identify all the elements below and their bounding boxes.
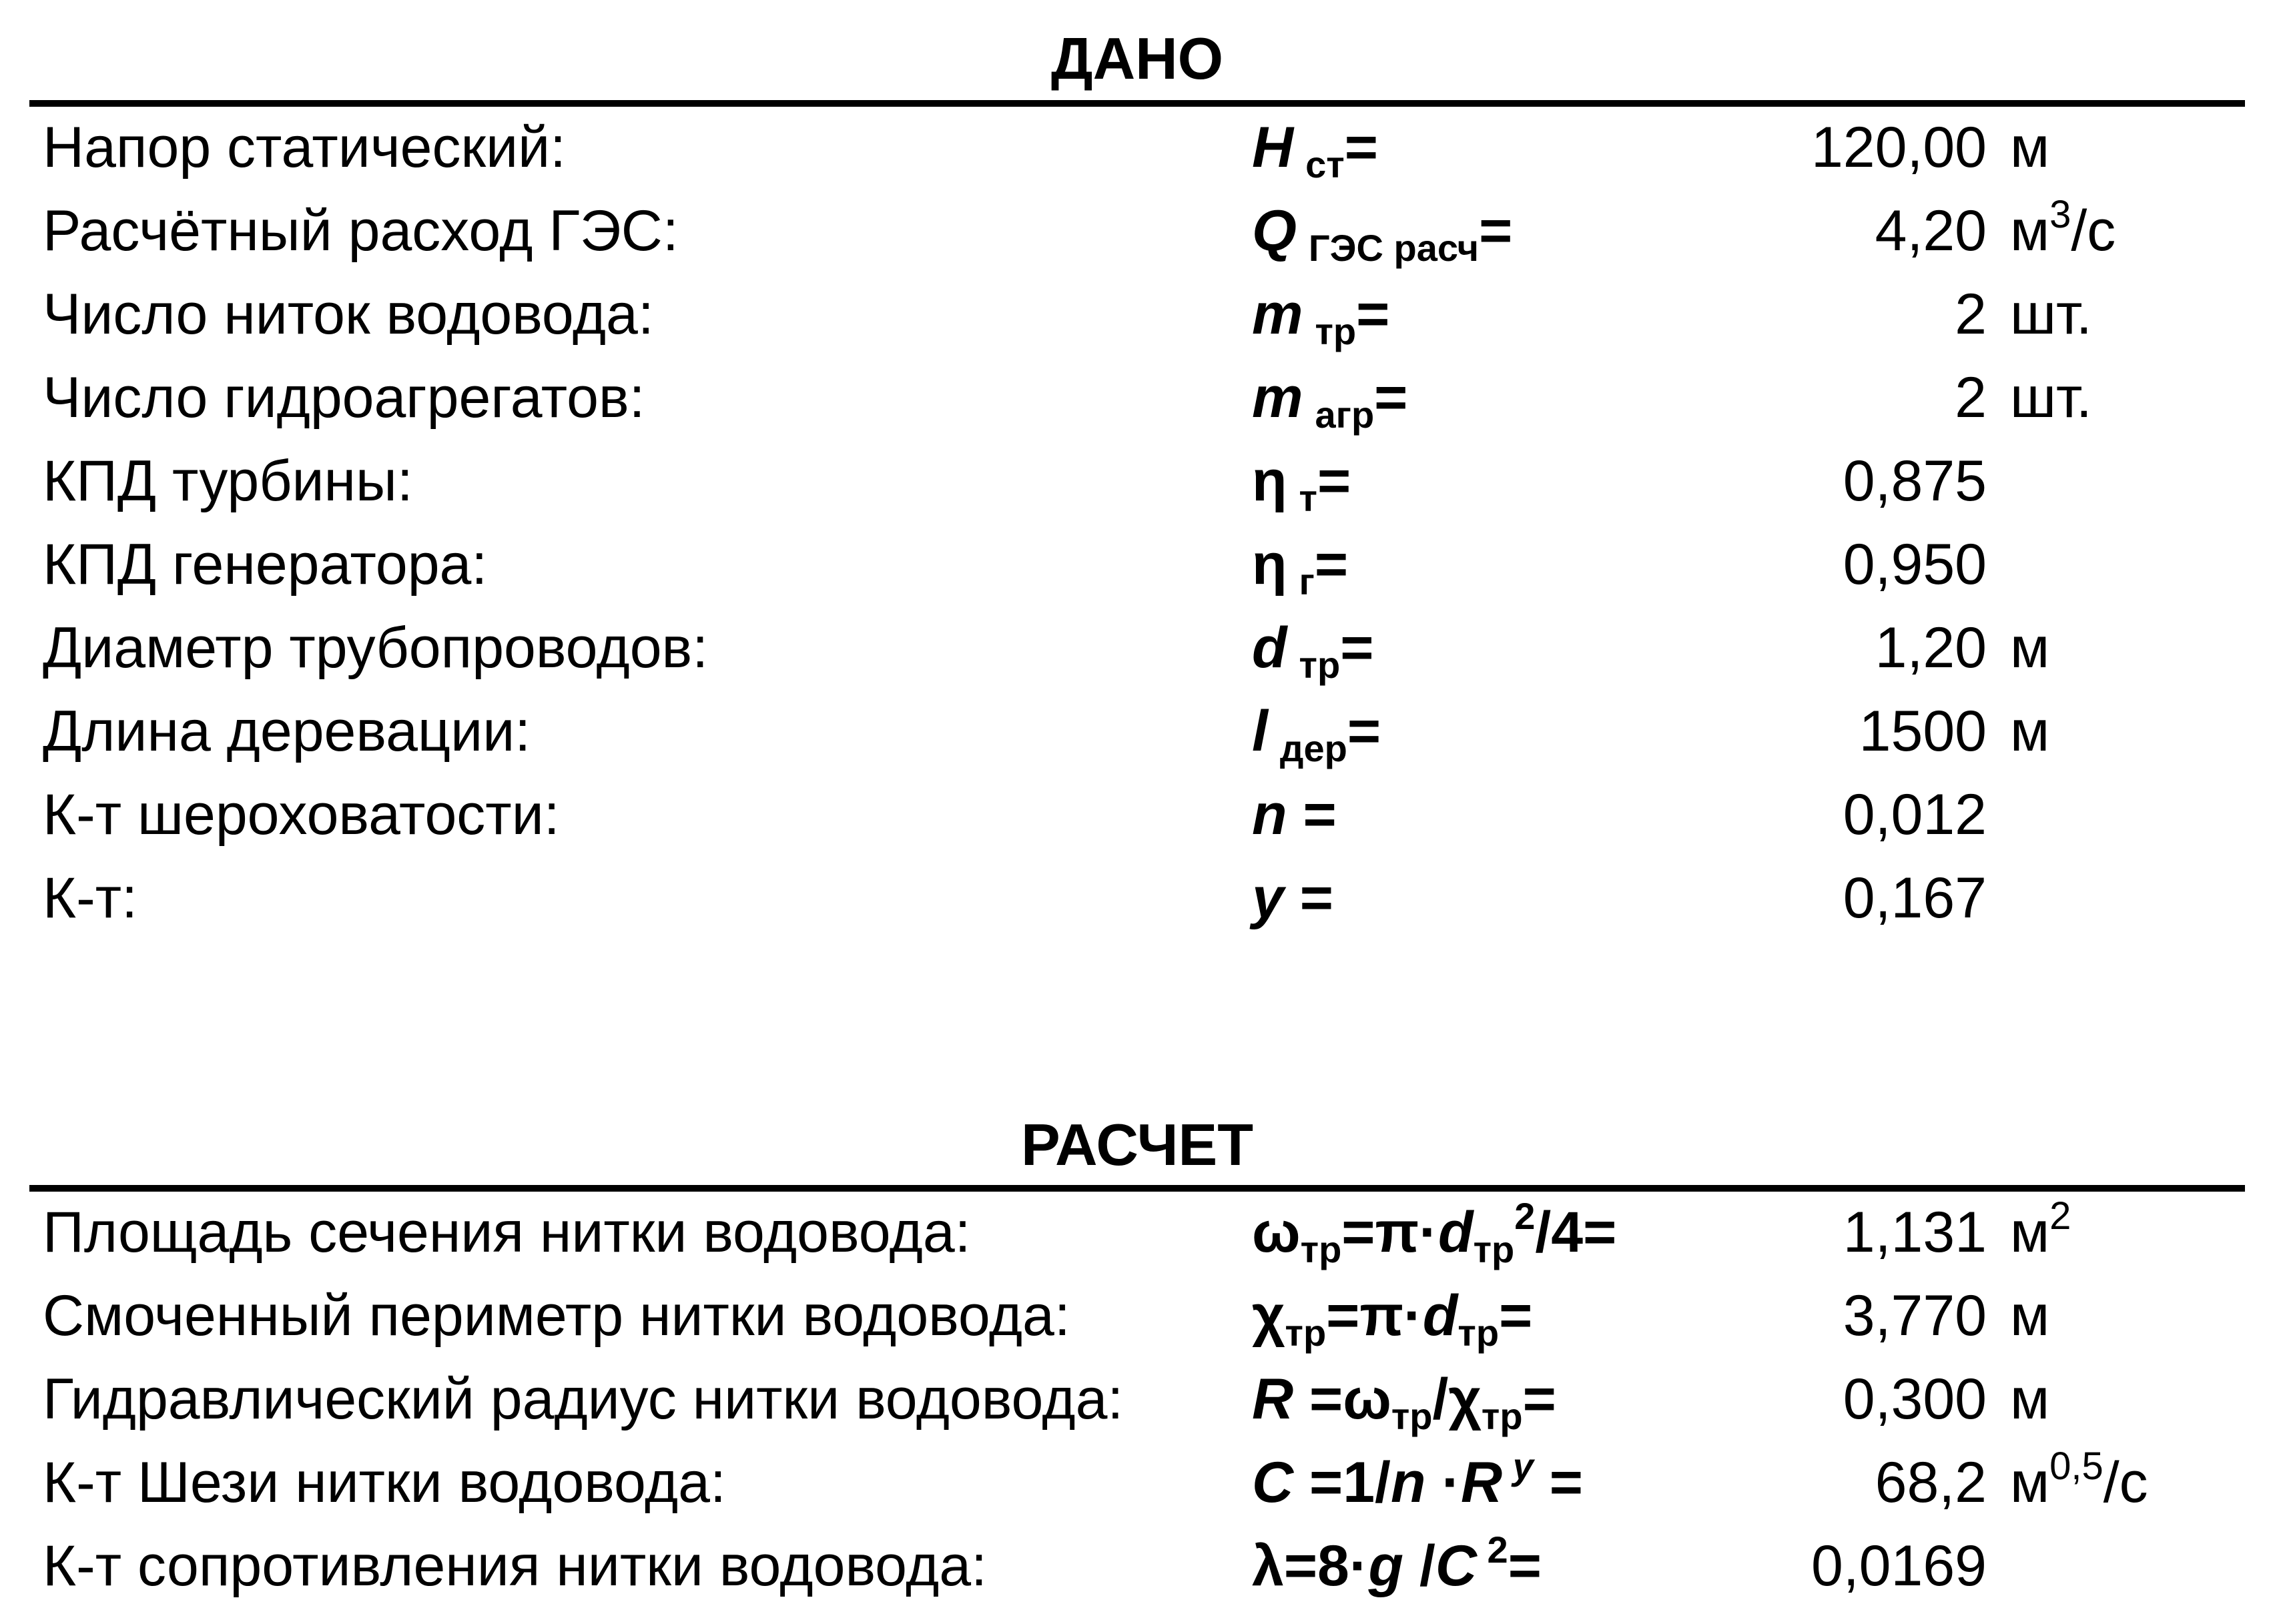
given-label: Расчётный расход ГЭС: — [43, 199, 679, 263]
given-row — [0, 773, 2271, 857]
calc-label: Площадь сечения нитки водовода: — [43, 1200, 971, 1264]
equals-sign: = — [1344, 115, 1378, 179]
symbol-subscript: ст — [1305, 143, 1345, 185]
given-value: 2 — [1955, 282, 1987, 346]
unit-base: м — [2010, 1451, 2050, 1515]
formula-text: = — [1522, 1367, 1556, 1431]
formula-exponent: 2 — [1476, 1529, 1508, 1571]
symbol: H — [1252, 115, 1294, 179]
given-label: Число гидроагрегатов: — [43, 366, 645, 430]
symbol-subscript: т — [1299, 477, 1317, 519]
unit-exponent: 0,5 — [2049, 1445, 2103, 1488]
given-value: 0,950 — [1843, 532, 1987, 596]
calc-formula — [1252, 1190, 1616, 1274]
formula-text: =ω — [1293, 1367, 1391, 1431]
equals-sign: = — [1356, 282, 1390, 346]
formula-text: = — [1533, 1451, 1583, 1515]
given-value: 1,20 — [1875, 616, 1987, 680]
unit-tail: /с — [2071, 199, 2116, 263]
given-symbol — [1252, 272, 1389, 356]
unit — [2010, 1357, 2049, 1441]
symbol: η — [1252, 449, 1287, 513]
given-label: Число ниток водовода: — [43, 282, 654, 346]
formula-exponent: y — [1502, 1445, 1534, 1487]
given-value: 2 — [1955, 366, 1987, 430]
formula-text: ω — [1252, 1200, 1301, 1264]
calc-section-title: РАСЧЕТ — [1021, 1112, 1253, 1178]
given-symbol — [1252, 439, 1351, 523]
calc-label: К-т сопротивления нитки водовода: — [43, 1534, 988, 1598]
calc-value: 0,0169 — [1811, 1534, 1987, 1598]
unit-base: м — [2010, 699, 2050, 763]
given-row — [0, 689, 2271, 773]
given-symbol — [1252, 189, 1512, 273]
unit — [2010, 356, 2092, 440]
unit-base: шт. — [2010, 366, 2092, 430]
formula-text: / — [1403, 1534, 1435, 1598]
equals-sign: = — [1374, 366, 1408, 430]
symbol: Q — [1252, 199, 1297, 263]
calc-row — [0, 1274, 2271, 1358]
symbol: m — [1252, 366, 1303, 430]
formula-subscript: тр — [1285, 1312, 1327, 1354]
unit — [2010, 1441, 2148, 1525]
given-label: Напор статический: — [43, 115, 567, 179]
given-symbol — [1252, 689, 1381, 773]
equals-sign: = — [1287, 783, 1337, 847]
unit — [2010, 1274, 2049, 1358]
calc-formula — [1252, 1441, 1583, 1525]
calc-formula — [1252, 1524, 1542, 1608]
unit-base: м — [2010, 1284, 2050, 1348]
given-label: Длина деревации: — [43, 699, 531, 763]
unit — [2010, 189, 2116, 273]
given-value: 4,20 — [1875, 199, 1987, 263]
calc-label: К-т Шези нитки водовода: — [43, 1451, 726, 1515]
given-symbol — [1252, 606, 1373, 690]
formula-variable: d — [1438, 1200, 1474, 1264]
symbol-subscript: тр — [1299, 644, 1341, 686]
equals-sign: = — [1314, 532, 1349, 596]
calc-label: Смоченный периметр нитки водовода: — [43, 1284, 1070, 1348]
unit-tail: /с — [2103, 1451, 2148, 1515]
unit-exponent: 3 — [2049, 193, 2071, 236]
given-row — [0, 105, 2271, 189]
equals-sign: = — [1479, 199, 1513, 263]
given-symbol — [1252, 105, 1378, 189]
equals-sign: = — [1340, 616, 1374, 680]
unit — [2010, 105, 2049, 189]
symbol-subscript: агр — [1315, 394, 1375, 436]
given-symbol — [1252, 773, 1337, 857]
calc-formula — [1252, 1357, 1556, 1441]
given-row — [0, 439, 2271, 523]
given-row — [0, 856, 2271, 940]
unit — [2010, 1190, 2071, 1274]
calc-value: 0,300 — [1843, 1367, 1987, 1431]
unit-base: м — [2010, 616, 2050, 680]
formula-text: = — [1508, 1534, 1542, 1598]
unit-base: шт. — [2010, 282, 2092, 346]
calc-label: Гидравлический радиус нитки водовода: — [43, 1367, 1124, 1431]
formula-text: λ=8· — [1252, 1534, 1369, 1598]
unit-base: м — [2010, 1200, 2050, 1264]
formula-subscript: тр — [1300, 1228, 1342, 1270]
symbol-subscript: г — [1299, 560, 1315, 602]
given-symbol — [1252, 356, 1407, 440]
given-row — [0, 272, 2271, 356]
formula-variable: n — [1390, 1451, 1426, 1515]
formula-variable: C — [1435, 1534, 1477, 1598]
formula-variable: R — [1252, 1367, 1294, 1431]
calc-value: 68,2 — [1875, 1451, 1987, 1515]
symbol: m — [1252, 282, 1303, 346]
given-label: КПД турбины: — [43, 449, 413, 513]
given-label: Диаметр трубопроводов: — [43, 616, 709, 680]
given-value: 0,167 — [1843, 866, 1987, 930]
unit-base: м — [2010, 115, 2050, 179]
formula-text: /4= — [1535, 1200, 1617, 1264]
formula-variable: C — [1252, 1451, 1294, 1515]
given-row — [0, 522, 2271, 606]
formula-variable: d — [1422, 1284, 1458, 1348]
formula-text: = — [1499, 1284, 1533, 1348]
symbol: y — [1252, 866, 1284, 930]
formula-subscript: тр — [1391, 1395, 1433, 1437]
given-value: 120,00 — [1811, 115, 1987, 179]
unit — [2010, 272, 2092, 356]
given-section-title: ДАНО — [1050, 25, 1224, 91]
given-symbol — [1252, 856, 1333, 940]
calc-row — [0, 1190, 2271, 1274]
unit — [2010, 606, 2049, 690]
calc-value: 3,770 — [1843, 1284, 1987, 1348]
calc-formula — [1252, 1274, 1532, 1358]
formula-text: /χ — [1432, 1367, 1482, 1431]
given-label: КПД генератора: — [43, 532, 488, 596]
formula-text: =π· — [1326, 1284, 1423, 1348]
calc-row — [0, 1441, 2271, 1525]
symbol: η — [1252, 532, 1287, 596]
equals-sign: = — [1317, 449, 1351, 513]
formula-exponent: 2 — [1514, 1195, 1536, 1237]
given-row — [0, 356, 2271, 440]
given-row — [0, 606, 2271, 690]
formula-text: =1/ — [1293, 1451, 1391, 1515]
equals-sign: = — [1347, 699, 1381, 763]
unit-base: м — [2010, 1367, 2050, 1431]
calc-row — [0, 1524, 2271, 1608]
calc-value: 1,131 — [1843, 1200, 1987, 1264]
unit-exponent: 2 — [2049, 1194, 2071, 1238]
given-label: К-т: — [43, 866, 138, 930]
formula-variable: g — [1368, 1534, 1404, 1598]
symbol: d — [1252, 616, 1287, 680]
given-value: 0,012 — [1843, 783, 1987, 847]
given-value: 0,875 — [1843, 449, 1987, 513]
given-row — [0, 189, 2271, 273]
unit-base: м — [2010, 199, 2050, 263]
given-symbol — [1252, 522, 1348, 606]
given-label: К-т шероховатости: — [43, 783, 560, 847]
symbol: n — [1252, 783, 1287, 847]
formula-variable: R — [1461, 1451, 1503, 1515]
formula-text: χ — [1252, 1284, 1285, 1348]
formula-subscript: тр — [1457, 1312, 1500, 1354]
symbol: l — [1252, 699, 1268, 763]
formula-subscript: тр — [1473, 1228, 1515, 1270]
calc-row — [0, 1357, 2271, 1441]
equals-sign: = — [1283, 866, 1333, 930]
symbol-subscript: тр — [1315, 310, 1357, 352]
symbol-subscript: дер — [1279, 727, 1347, 769]
given-value: 1500 — [1859, 699, 1987, 763]
unit — [2010, 689, 2049, 773]
symbol-subscript: ГЭС расч — [1308, 227, 1480, 269]
formula-text: · — [1425, 1451, 1462, 1515]
formula-text: =π· — [1341, 1200, 1439, 1264]
formula-subscript: тр — [1481, 1395, 1523, 1437]
